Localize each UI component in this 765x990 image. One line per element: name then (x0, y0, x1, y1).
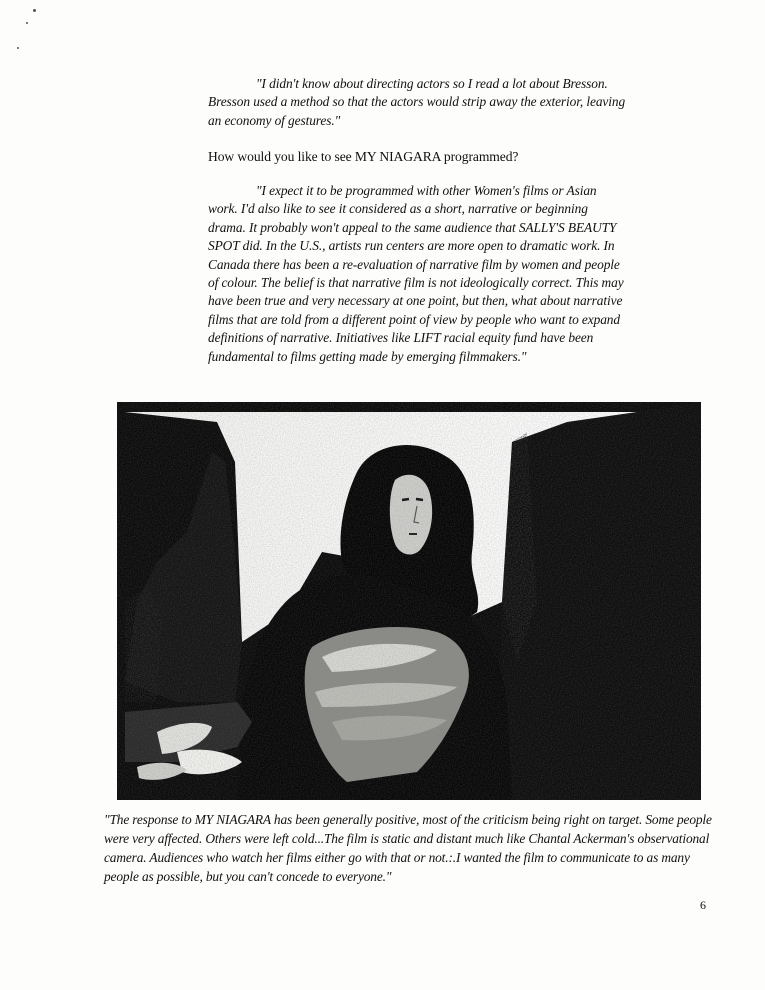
scan-speck (26, 22, 28, 24)
quote-opening: "I didn't know about directing actors so I read a lot about Bresson. Bresson used a method so that the actors would strip away the exterior, leaving an economy of gestures." (208, 76, 626, 128)
page-number: 6 (700, 898, 706, 912)
film-still-photo (117, 402, 701, 800)
quote-programming: "I expect it to be programmed with other Women's films or Asian work. I'd also like to see it considered as a short, narrative or beginning drama. It probably won't appeal to the same audience that SALLY'S BEAUTY SPOT did. In the U.S., artists run centers are more open to dramatic work. In Canada there has been a re-evaluation of narrative film by women and people of colour. The belief is that narrative film is not ideologically correct. This may have been true and very necessary at one point, but then, what about narrative films that are told from a different point of view by people who want to expand definitions of narrative. Initiatives like LIFT racial equity fund have been fundamental to films getting made by emerging filmmakers." (208, 183, 624, 364)
scan-speck (17, 47, 19, 49)
photo-caption-quote: "The response to MY NIAGARA has been generally positive, most of the criticism being right on target. Some people were very affected. Others were left cold...The film is static and distant much like Chantal Ackerman's observational camera. Audiences who watch her films either go with that or not.:.I wanted the film to communicate to as many people as possible, but you can't concede to everyone." (104, 812, 712, 884)
interview-question: How would you like to see MY NIAGARA programmed? (208, 149, 519, 164)
scan-speck (33, 9, 36, 12)
